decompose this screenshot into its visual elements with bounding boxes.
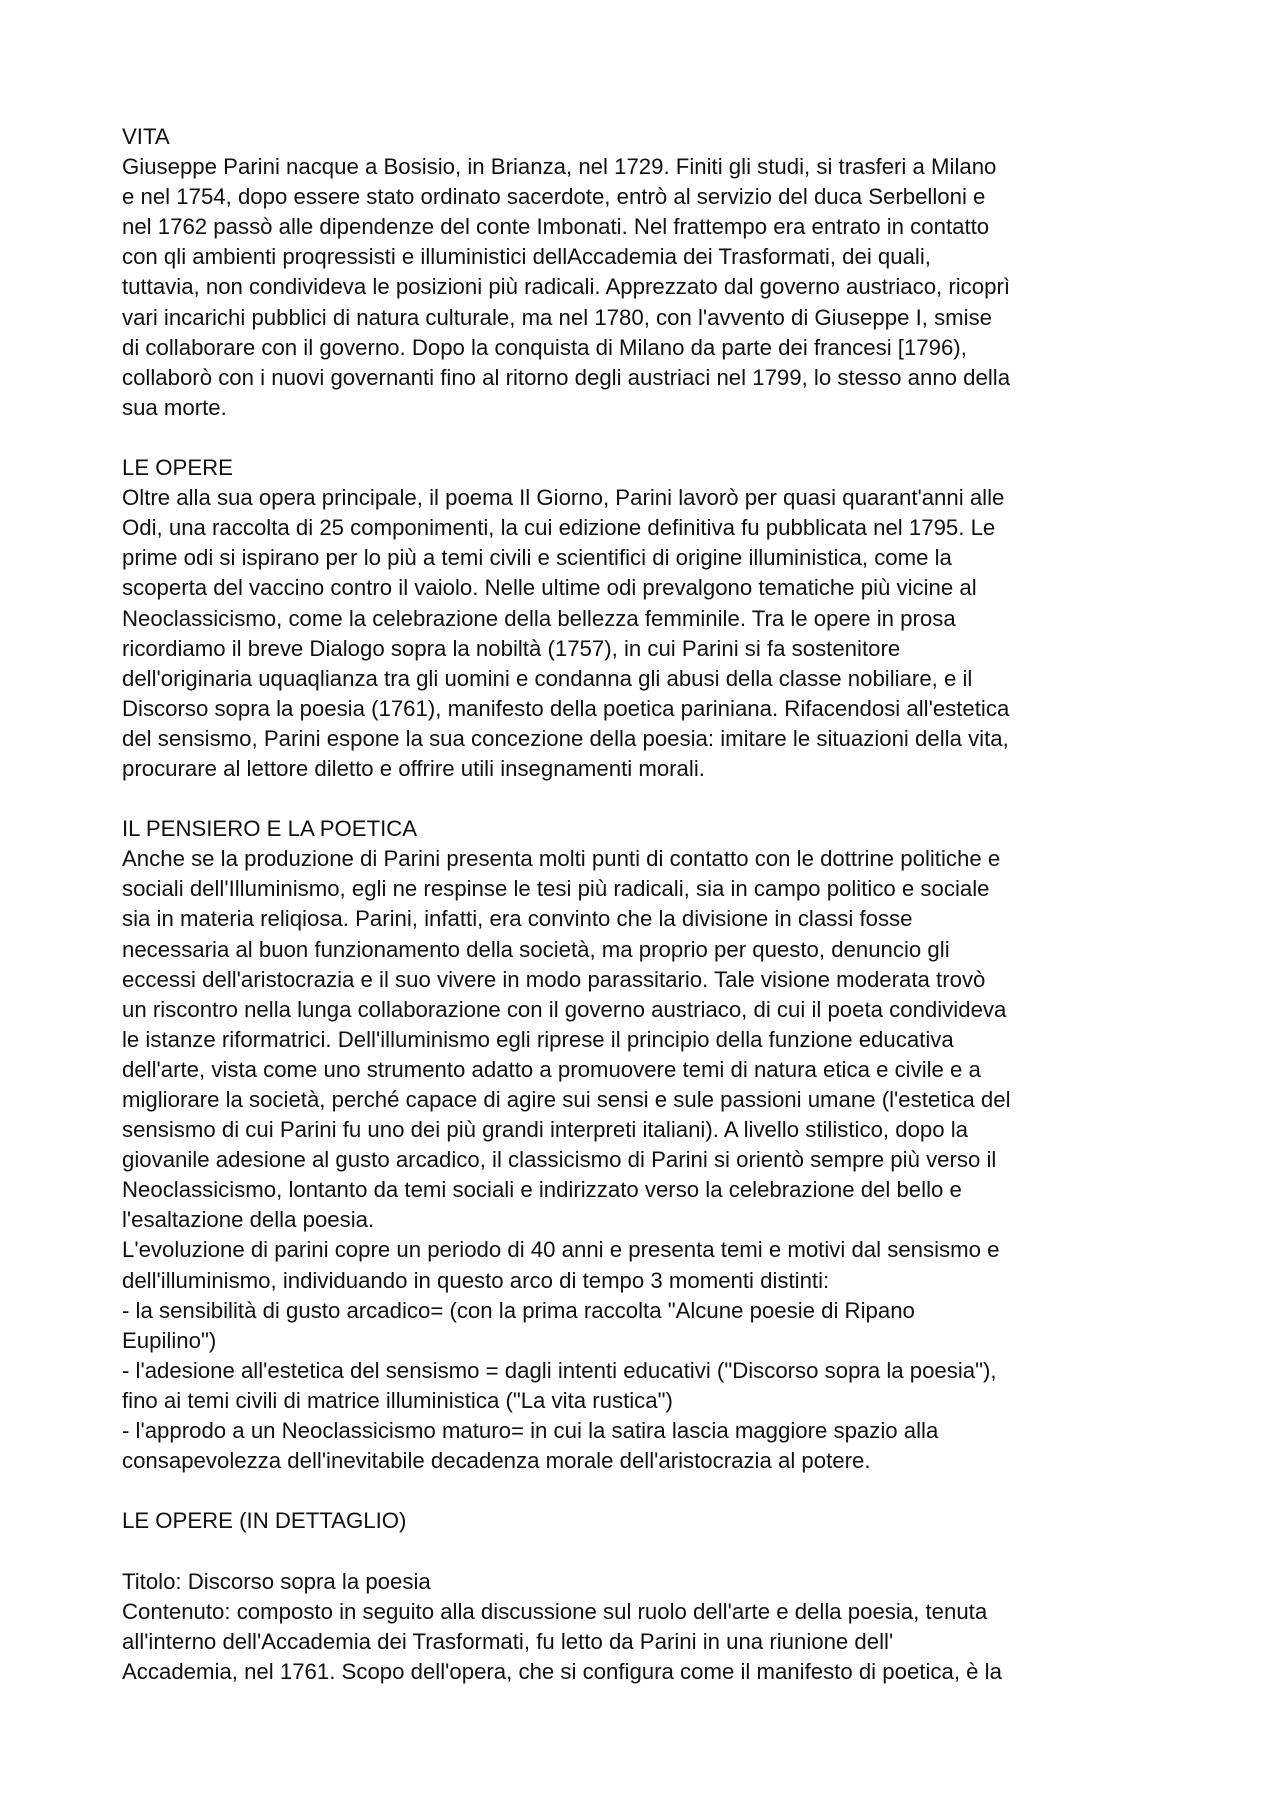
paragraph-line: del sensismo, Parini espone la sua concezione della poesia: imitare le situazioni della vita, <box>122 725 1009 751</box>
paragraph-line: sociali dell'Illuminismo, egli ne respinse le tesi più radicali, sia in campo politico e sociale <box>122 876 990 902</box>
paragraph-line: fino ai temi civili di matrice illuministica ("La vita rustica") <box>122 1387 673 1413</box>
paragraph-line: prime odi si ispirano per lo più a temi civili e scientifici di origine illuministica, come la <box>122 545 952 571</box>
paragraph-line: - l'adesione all'estetica del sensismo = dagli intenti educativi ("Discorso sopra la poesia"), <box>122 1357 997 1383</box>
paragraph-line: eccessi dell'aristocrazia e il suo vivere in modo parassitario. Tale visione moderata trovò <box>122 966 986 992</box>
paragraph-line: Accademia, nel 1761. Scopo dell'opera, che si configura come il manifesto di poetica, è la <box>122 1658 1002 1684</box>
paragraph-line: ricordiamo il breve Dialogo sopra la nobiltà (1757), in cui Parini si fa sostenitore <box>122 635 901 661</box>
paragraph-line: le istanze riformatrici. Dell'illuminismo egli riprese il principio della funzione educativa <box>122 1026 954 1052</box>
section-heading: IL PENSIERO E LA POETICA <box>122 816 418 842</box>
paragraph-line: Anche se la produzione di Parini presenta molti punti di contatto con le dottrine politiche e <box>122 846 1001 872</box>
paragraph-line: necessaria al buon funzionamento della società, ma proprio per questo, denuncio gli <box>122 936 950 962</box>
paragraph-line: di collaborare con il governo. Dopo la conquista di Milano da parte dei francesi [1796), <box>122 334 967 360</box>
section-le-opere <box>122 453 1172 784</box>
paragraph-line: scoperta del vaccino contro il vaiolo. Nelle ultime odi prevalgono tematiche più vicine al <box>122 575 977 601</box>
paragraph-line: dell'originaria uquaqlianza tra gli uomini e condanna gli abusi della classe nobiliare, e il <box>122 665 973 691</box>
paragraph-line: Contenuto: composto in seguito alla discussione sul ruolo dell'arte e della poesia, tenuta <box>122 1598 988 1624</box>
paragraph-line: Neoclassicismo, come la celebrazione della bellezza femminile. Tra le opere in prosa <box>122 605 956 631</box>
paragraph-line: giovanile adesione al gusto arcadico, il classicismo di Parini si orientò sempre più verso il <box>122 1147 997 1173</box>
paragraph-line: sua morte. <box>122 394 227 420</box>
section-heading: VITA <box>122 124 170 149</box>
section-spacer <box>122 784 1172 814</box>
paragraph-line: L'evoluzione di parini copre un periodo di 40 anni e presenta temi e motivi dal sensismo e <box>122 1237 1000 1263</box>
paragraph-line: all'interno dell'Accademia dei Trasformati, fu letto da Parini in una riunione dell' <box>122 1628 894 1654</box>
paragraph-line: Oltre alla sua opera principale, il poema Il Giorno, Parini lavorò per quasi quarant'anni alle <box>122 485 1005 511</box>
paragraph-line: e nel 1754, dopo essere stato ordinato sacerdote, entrò al servizio del duca Serbelloni e <box>122 184 986 210</box>
paragraph-line: Giuseppe Parini nacque a Bosisio, in Brianza, nel 1729. Finiti gli studi, si trasferi a Milano <box>122 154 997 180</box>
paragraph-line: nel 1762 passò alle dipendenze del conte Imbonati. Nel frattempo era entrato in contatto <box>122 214 990 240</box>
paragraph-line: dell'arte, vista come uno strumento adatto a promuovere temi di natura etica e civile e a <box>122 1056 981 1082</box>
paragraph-line: Odi, una raccolta di 25 componimenti, la cui edizione definitiva fu pubblicata nel 1795. Le <box>122 515 996 541</box>
section-spacer <box>122 1476 1172 1506</box>
paragraph-line: sia in materia reliqiosa. Parini, infatti, era convinto che la divisione in classi fosse <box>122 906 913 932</box>
paragraph-line: - la sensibilità di gusto arcadico= (con la prima raccolta "Alcune poesie di Ripano <box>122 1297 915 1323</box>
paragraph-line: dell'illuminismo, individuando in questo arco di tempo 3 momenti distinti: <box>122 1267 830 1293</box>
paragraph-line: vari incarichi pubblici di natura culturale, ma nel 1780, con l'avvento di Giuseppe I, smise <box>122 304 993 330</box>
paragraph-line: consapevolezza dell'inevitabile decadenza morale dell'aristocrazia al potere. <box>122 1448 871 1474</box>
section-heading: LE OPERE <box>122 455 233 481</box>
paragraph-line: con qli ambienti proqressisti e illuministici dellAccademia dei Trasformati, dei quali, <box>122 244 931 270</box>
paragraph-line: l'esaltazione della poesia. <box>122 1207 375 1233</box>
section-pensiero <box>122 814 1172 1476</box>
paragraph-line: Neoclassicismo, lontanto da temi sociali e indirizzato verso la celebrazione del bello e <box>122 1177 962 1203</box>
paragraph-line: Eupilino") <box>122 1327 217 1353</box>
paragraph-line: tuttavia, non condivideva le posizioni più radicali. Apprezzato dal governo austriaco, ricoprì <box>122 274 1011 300</box>
section-spacer <box>122 1536 1172 1566</box>
section-heading: Titolo: Discorso sopra la poesia <box>122 1568 431 1594</box>
section-dettaglio <box>122 1506 1172 1536</box>
section-heading: LE OPERE (IN DETTAGLIO) <box>122 1508 407 1534</box>
paragraph-line: Discorso sopra la poesia (1761), manifesto della poetica pariniana. Rifacendosi all'estetica <box>122 695 1010 721</box>
paragraph-line: - l'approdo a un Neoclassicismo maturo= in cui la satira lascia maggiore spazio alla <box>122 1418 939 1444</box>
paragraph-line: sensismo di cui Parini fu uno dei più grandi interpreti italiani). A livello stilistico, dopo la <box>122 1117 969 1143</box>
paragraph-line: migliorare la società, perché capace di agire sui sensi e sule passioni umane (l'estetica del <box>122 1087 1011 1112</box>
paragraph-line: procurare al lettore diletto e offrire utili insegnamenti morali. <box>122 755 705 781</box>
paragraph-line: un riscontro nella lunga collaborazione con il governo austriaco, di cui il poeta condivideva <box>122 996 1007 1022</box>
section-spacer <box>122 423 1172 453</box>
document-body <box>122 122 1172 1687</box>
paragraph-line: collaborò con i nuovi governanti fino al ritorno degli austriaci nel 1799, lo stesso anno della <box>122 364 1011 390</box>
section-vita <box>122 122 1172 423</box>
section-discorso <box>122 1567 1172 1687</box>
